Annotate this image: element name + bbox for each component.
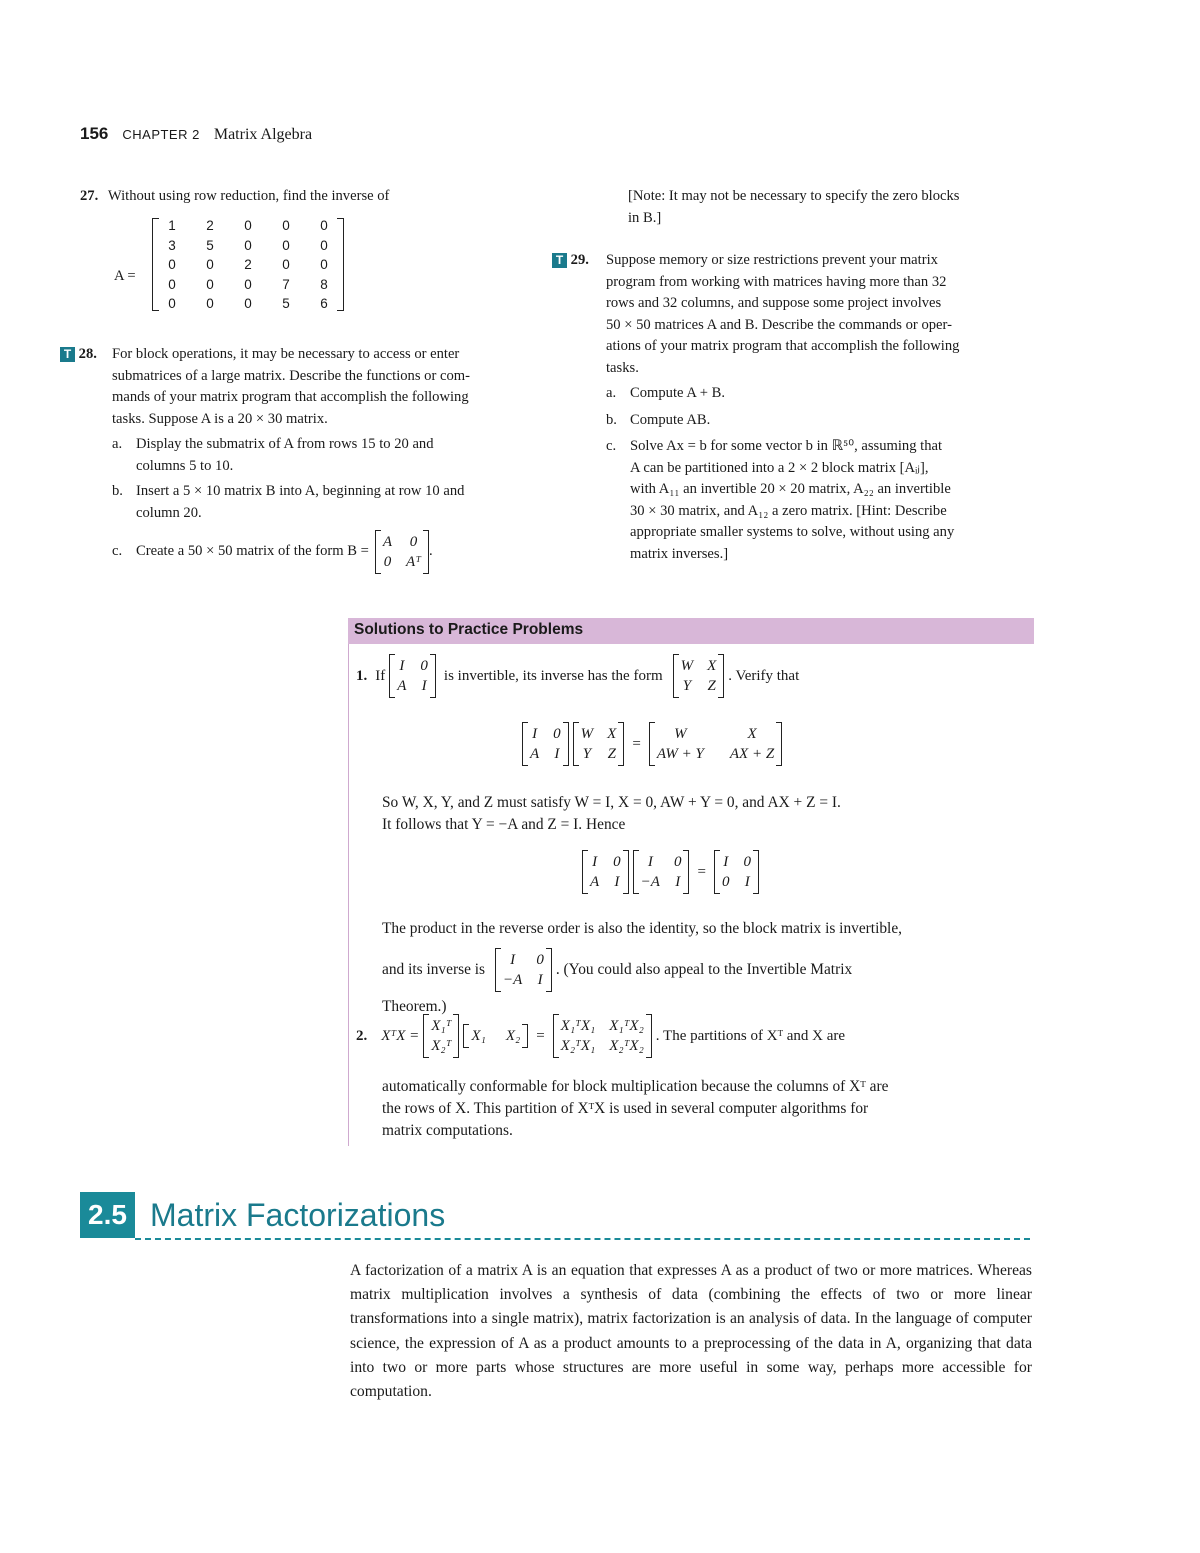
- note-line: in B.]: [628, 209, 662, 226]
- page-number: 156: [80, 124, 109, 143]
- matrix-entry: 0: [168, 276, 176, 292]
- matrix-entry: 0: [168, 296, 176, 312]
- matrix-entry: W: [680, 658, 694, 674]
- matrix-entry: 0: [320, 257, 328, 273]
- matrix-entry: A: [382, 534, 393, 550]
- problem-28: [60, 344, 542, 572]
- equation-2: I 0 A I I 0 −A I = I 0 0 I: [582, 852, 759, 892]
- problem-line: ations of your matrix program that accomplish the following: [606, 338, 960, 354]
- matrix-entry: X₂ᵀX₁: [560, 1038, 596, 1054]
- matrix-entry: 0: [721, 874, 730, 890]
- matrix-label: A =: [114, 268, 136, 284]
- section-number-badge: 2.5: [80, 1192, 135, 1238]
- matrix-entry: I: [647, 854, 653, 870]
- matrix-entry: X: [747, 726, 757, 742]
- note-line: [Note: It may not be necessary to specify the zero blocks: [628, 188, 960, 204]
- subpart-line: column 20.: [136, 504, 202, 521]
- problem-line: 50 × 50 matrices A and B. Describe the commands or oper-: [606, 316, 952, 333]
- subpart-text: Create a 50 × 50 matrix of the form B =: [136, 543, 369, 560]
- matrix-entry: I: [723, 854, 729, 870]
- solution-text: . (You could also appeal to the Invertible Matrix: [555, 961, 853, 978]
- problem-line: mands of your matrix program that accomplish the following: [112, 389, 469, 405]
- solution-number: 2.: [356, 1028, 368, 1044]
- matrix-entry: 2: [244, 257, 252, 273]
- matrix-entry: X₁ᵀX₁: [560, 1018, 596, 1034]
- solution-1-conclusion: [382, 918, 1032, 1018]
- matrix-entries: [383, 532, 421, 572]
- matrix-entry: 0: [244, 296, 252, 312]
- matrix-entry: I: [554, 746, 560, 762]
- block-matrix-b: [375, 532, 429, 572]
- matrix-entries: [681, 656, 717, 696]
- matrix-entries: [722, 852, 751, 892]
- matrix-entry: 0: [383, 554, 392, 570]
- matrix-entry: AX + Z: [729, 746, 775, 762]
- matrix-entry: W: [674, 726, 687, 742]
- block-matrix: [714, 852, 759, 892]
- section-intro-paragraph: A factorization of a matrix A is an equation that expresses A as a product of two or more matrices. Whereas matrix multiplication involves a synthesis of data (combining the effects of two or more linear transformations into a single matrix), matrix factorization is an analysis of data. In the language of computer science, the expression of A as a product amounts to a preprocessing of the data in A, organizing that data into two or more parts whose structures are more useful in some way, perhaps more accessible for computation.: [350, 1262, 1032, 1401]
- solution-2-equation: 2. XᵀX = X₁ᵀ X₂ᵀ X₁ X₂ = X₁ᵀX₁ X₁ᵀX₂ X₂ᵀX₁ X₂ᵀX₂ . The partitions of Xᵀ and X are: [356, 1016, 845, 1056]
- matrix-entry: 0: [409, 534, 418, 550]
- matrix-entry: I: [510, 952, 516, 968]
- matrix-entries: [152, 218, 344, 311]
- matrix-entry: Z: [707, 678, 716, 694]
- problem-text: Without using row reduction, find the inverse of: [107, 188, 390, 204]
- solution-line: matrix computations.: [382, 1122, 513, 1139]
- matrix-entry: X₂ᵀX₂: [609, 1038, 644, 1054]
- chapter-label: CHAPTER 2: [122, 127, 200, 142]
- block-matrix: [463, 1026, 528, 1046]
- subpart-line: with A₁₁ an invertible 20 × 20 matrix, A₂₂ an invertible: [630, 481, 951, 497]
- matrix-entry: A: [397, 678, 407, 694]
- problem-line: For block operations, it may be necessary to access or enter: [112, 346, 460, 362]
- section-title: Matrix Factorizations: [150, 1197, 446, 1233]
- block-matrix: [522, 724, 569, 764]
- matrix-entry: W: [580, 726, 594, 742]
- block-matrix: [573, 724, 625, 764]
- matrix-entry: I: [537, 972, 543, 988]
- matrix-entry: 0: [673, 854, 682, 870]
- matrix-entry: 8: [320, 276, 328, 292]
- solution-text: . Verify that: [728, 668, 800, 684]
- solutions-heading-band: [348, 618, 1034, 644]
- problem-number: 29.: [570, 252, 589, 268]
- matrix-entry: Y: [682, 678, 692, 694]
- solutions-heading: Solutions to Practice Problems: [354, 621, 584, 638]
- block-matrix: [495, 950, 552, 990]
- solution-text: is invertible, its inverse has the form: [443, 668, 663, 684]
- bracket-right: [337, 218, 344, 311]
- problem-27: [80, 186, 540, 208]
- matrix-entries: [397, 656, 428, 696]
- solution-line: It follows that Y = −A and Z = I. Hence: [382, 816, 626, 833]
- bracket-left: [152, 218, 159, 311]
- matrix-entry: Y: [582, 746, 592, 762]
- block-matrix: [673, 656, 725, 696]
- matrix-entry: 2: [206, 218, 214, 233]
- solution-text: If: [375, 668, 386, 684]
- matrix-entries: [561, 1016, 644, 1056]
- matrix-entry: I: [675, 874, 681, 890]
- subpart-line: appropriate smaller systems to solve, without using any: [630, 524, 955, 540]
- matrix-entries: [431, 1016, 451, 1056]
- subpart-line: 30 × 30 matrix, and A₁₂ a zero matrix. [Hint: Describe: [630, 502, 947, 519]
- matrix-entries: [471, 1026, 520, 1046]
- solution-text: XᵀX =: [381, 1028, 420, 1044]
- matrix-entry: 0: [553, 726, 561, 742]
- matrix-entry: X: [607, 726, 617, 742]
- solution-line: The product in the reverse order is also the identity, so the block matrix is invertible,: [382, 920, 903, 937]
- matrix-entry: 5: [206, 237, 214, 253]
- matrix-entry: 0: [743, 854, 751, 870]
- solution-1-text: [382, 792, 1032, 836]
- chapter-title: Matrix Algebra: [213, 126, 313, 143]
- matrix-entry: 6: [320, 296, 328, 312]
- matrix-entry: 0: [282, 257, 290, 273]
- solution-1-intro: [356, 656, 799, 696]
- matrix-entry: I: [614, 874, 620, 890]
- matrix-entry: 0: [613, 854, 621, 870]
- bracket-right: [423, 530, 429, 574]
- matrix-entry: I: [744, 874, 750, 890]
- matrix-entries: [657, 724, 774, 764]
- matrix-entry: A: [530, 746, 540, 762]
- problem-line: tasks.: [606, 359, 639, 376]
- bracket-left: [375, 530, 381, 574]
- matrix-entry: X₂: [505, 1028, 521, 1044]
- matrix-entry: I: [399, 658, 405, 674]
- matrix-entry: X₁ᵀ: [431, 1018, 452, 1034]
- matrix-entry: X₁: [471, 1028, 486, 1044]
- matrix-entry: −A: [503, 972, 523, 988]
- subpart-c: c. Solve Ax = b for some vector b in ℝ⁵⁰, assuming that A can be partitioned into a 2 × 2 block matrix [Aᵢⱼ], with A₁₁ an invertible 20 × 20 matrix, A₂₂ an invertible 30 × 30 matrix, and A₁₂ a zero matrix. [Hint: Describe appropriate smaller systems to solve, without using any matrix inverses.]: [606, 436, 1034, 565]
- solution-line: Theorem.): [382, 998, 447, 1015]
- subpart-line: Insert a 5 × 10 matrix B into A, beginning at row 10 and: [136, 483, 465, 499]
- matrix-entry: 5: [282, 296, 290, 312]
- block-matrix: [553, 1016, 652, 1056]
- block-matrix: [582, 852, 629, 892]
- matrix-entry: 0: [282, 237, 290, 253]
- matrix-entry: X: [707, 658, 717, 674]
- problem-line: submatrices of a large matrix. Describe the functions or com-: [112, 367, 470, 384]
- matrix-entry: 0: [320, 237, 328, 253]
- subpart-b: b. Compute AB.: [606, 410, 1034, 432]
- matrix-entry: 7: [282, 276, 290, 292]
- matrix-entry: X₂ᵀ: [431, 1038, 452, 1054]
- matrix-entry: −A: [640, 874, 660, 890]
- matrix-entry: 0: [536, 952, 544, 968]
- solution-2-text: [382, 1076, 1032, 1142]
- block-matrix: [423, 1016, 459, 1056]
- equation-1: I 0 A I W X Y Z = W X AW + Y AX + Z: [522, 724, 782, 764]
- matrix-entries: [641, 852, 682, 892]
- solution-line: the rows of X. This partition of XᵀX is used in several computer algorithms for: [382, 1100, 869, 1117]
- problem-number: 27.: [80, 188, 99, 204]
- matrix-entry: 0: [244, 237, 252, 253]
- matrix-a: [152, 218, 344, 311]
- matrix-entry: A: [590, 874, 600, 890]
- problem-line: rows and 32 columns, and suppose some project involves: [606, 295, 942, 311]
- subpart-text: Compute AB.: [630, 411, 711, 428]
- matrix-entry: 3: [168, 237, 176, 253]
- subpart-a: a. Display the submatrix of A from rows 15 to 20 and columns 5 to 10.: [112, 434, 540, 477]
- matrix-entry: Aᵀ: [406, 554, 422, 570]
- matrix-entries: [581, 724, 617, 764]
- problem-line: Suppose memory or size restrictions prevent your matrix: [606, 252, 938, 268]
- matrix-entry: 0: [320, 218, 328, 233]
- solution-text: . The partitions of Xᵀ and X are: [655, 1028, 846, 1044]
- matrix-entries: [530, 724, 561, 764]
- matrix-entry: 0: [244, 218, 252, 233]
- matrix-entry: 0: [244, 276, 252, 292]
- technology-badge-icon: T: [552, 253, 567, 268]
- matrix-entry: 0: [420, 658, 428, 674]
- matrix-entry: 0: [168, 257, 176, 273]
- running-header: [80, 124, 312, 144]
- matrix-entry: 0: [206, 257, 214, 273]
- matrix-entry: I: [421, 678, 427, 694]
- block-matrix: [389, 656, 436, 696]
- matrix-entry: I: [532, 726, 538, 742]
- problem-29: [552, 250, 1034, 565]
- solution-line: automatically conformable for block multiplication because the columns of Xᵀ are: [382, 1078, 889, 1095]
- block-matrix: [633, 852, 690, 892]
- subpart-line: Display the submatrix of A from rows 15 to 20 and: [136, 436, 434, 452]
- subpart-line: matrix inverses.]: [630, 545, 729, 562]
- matrix-entry: 0: [206, 296, 214, 312]
- section-divider: [135, 1238, 1030, 1240]
- problem-line: program from working with matrices having more than 32: [606, 273, 947, 290]
- matrix-entry: X₁ᵀX₂: [609, 1018, 644, 1034]
- technology-badge-icon: T: [60, 347, 75, 362]
- problem-number: 28.: [78, 346, 97, 362]
- subpart-line: Solve Ax = b for some vector b in ℝ⁵⁰, assuming that: [630, 438, 943, 454]
- subpart-line: columns 5 to 10.: [136, 457, 234, 474]
- solution-text: and its inverse is: [382, 961, 486, 978]
- subpart-line: A can be partitioned into a 2 × 2 block matrix [Aᵢⱼ],: [630, 459, 929, 476]
- matrix-entry: AW + Y: [656, 746, 704, 762]
- problem-line: tasks. Suppose A is a 20 × 30 matrix.: [112, 410, 328, 427]
- matrix-entries: [590, 852, 621, 892]
- subpart-text: Compute A + B.: [630, 385, 725, 401]
- matrix-entry: I: [592, 854, 598, 870]
- problem-28-note: [628, 186, 1032, 229]
- matrix-entry: 1: [168, 218, 176, 233]
- matrix-entry: Z: [607, 746, 616, 762]
- matrix-entries: [503, 950, 544, 990]
- subpart-b: b. Insert a 5 × 10 matrix B into A, beginning at row 10 and column 20.: [112, 481, 540, 524]
- solution-line: So W, X, Y, and Z must satisfy W = I, X = 0, AW + Y = 0, and AX + Z = I.: [382, 794, 841, 811]
- matrix-entry: 0: [206, 276, 214, 292]
- matrix-entry: 0: [282, 218, 290, 233]
- block-matrix: [649, 724, 782, 764]
- subpart-c: c. Create a 50 × 50 matrix of the form B = A 0 0 Aᵀ .: [112, 532, 540, 572]
- solution-number: 1.: [356, 668, 368, 684]
- subpart-a: a. Compute A + B.: [606, 383, 1034, 405]
